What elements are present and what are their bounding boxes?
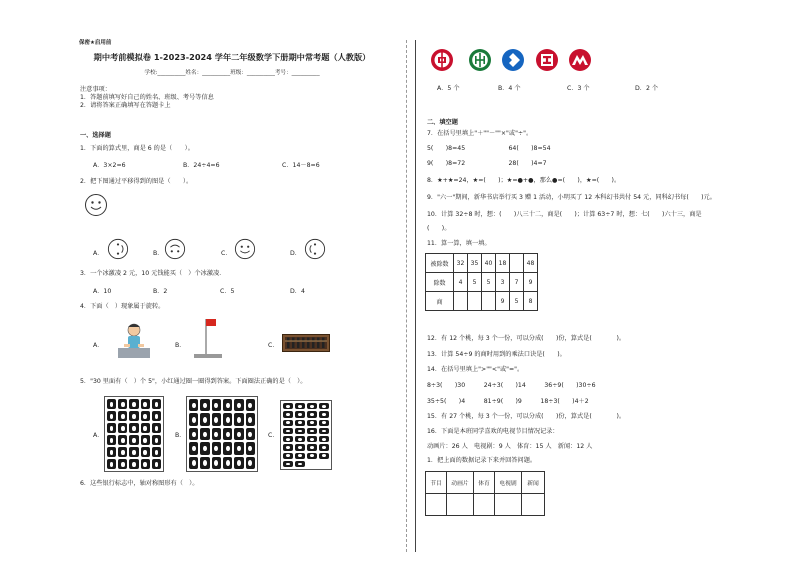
face-option-c bbox=[234, 238, 256, 260]
q11-text: 11．算一算，填一填。 bbox=[427, 240, 491, 247]
table-cell: 5 bbox=[482, 273, 496, 292]
q7-line-2: 9( )8=72 28( )4=7 bbox=[427, 160, 547, 167]
table-cell: 除数 bbox=[426, 273, 454, 292]
table-cell: 4 bbox=[454, 273, 468, 292]
table-cell: 40 bbox=[482, 254, 496, 273]
q1-text: 1．下面的算式里，商是 6 的是（ ）。 bbox=[80, 145, 194, 152]
q2-label-a: A． bbox=[93, 250, 104, 257]
table-cell: 商 bbox=[426, 292, 454, 311]
note-1: 1．答题前填写好自己的姓名、班级、考号等信息 bbox=[80, 94, 214, 101]
secret-label: 保密★启用前 bbox=[79, 40, 112, 46]
q3-text: 3．一个冰激凌 2 元，10 元钱能买（ ）个冰激凌． bbox=[80, 270, 226, 277]
student-info: 学校:__________姓名：__________班级：__________考号：__________ bbox=[144, 70, 320, 76]
q5-label-b: B． bbox=[175, 432, 186, 439]
q5-label-a: A． bbox=[93, 432, 104, 439]
icbc-logo-icon bbox=[535, 48, 559, 72]
table-cell: 被除数 bbox=[426, 254, 454, 273]
page-title: 期中考前模拟卷 1-2023-2024 学年二年级数学下册期中常考题（人教版） bbox=[93, 52, 371, 62]
q16-text: 16．下面是本班同学喜欢的电视节目情况记录： bbox=[427, 428, 559, 435]
q13-text: 13．计算 54÷9 的商时用到的乘法口诀是( )。 bbox=[427, 351, 566, 358]
bank-of-china-logo-icon bbox=[430, 48, 454, 72]
q10-text: 10．计算 32÷8 时，想：( )八三十二，商是( )；计算 63÷7 时，想：七( )六十三，商是 bbox=[427, 211, 702, 218]
q1-option-b: B．24÷4=6 bbox=[183, 162, 220, 169]
table-cell bbox=[454, 292, 468, 311]
division-table bbox=[425, 253, 538, 311]
q10-continued: ( )。 bbox=[427, 225, 451, 232]
table-cell bbox=[447, 494, 474, 516]
q6-option-b: B．4 个 bbox=[498, 85, 521, 92]
table-cell: 32 bbox=[454, 254, 468, 273]
table-cell bbox=[495, 494, 522, 516]
table-header-cell: 体育 bbox=[474, 472, 495, 494]
table-cell: 5 bbox=[510, 292, 524, 311]
tv-program-table bbox=[425, 471, 545, 516]
q5-text: 5．"30 里面有（ ）个 5"，小红通过圈一圈得到答案。下面圈法正确的是（ ）。 bbox=[80, 378, 307, 385]
table-cell bbox=[468, 292, 482, 311]
face-option-b bbox=[164, 238, 186, 260]
table-row-dividend bbox=[426, 254, 538, 273]
page-divider bbox=[415, 40, 416, 552]
q9-text: 9．"六一"期间，新华书店举行买 3 赠 1 活动，小明买了 12 本科幻书共付 54 元，同科幻书每( )元。 bbox=[427, 194, 716, 201]
q16-data: 动画片：26 人 电视剧：9 人 体育：15 人 新闻：12 人 bbox=[427, 443, 593, 450]
table-row-header bbox=[426, 472, 545, 494]
table-row-answer bbox=[426, 494, 545, 516]
penguin-grouping-a bbox=[104, 396, 164, 472]
q3-option-d: D．4 bbox=[290, 288, 305, 295]
table-row-divisor bbox=[426, 273, 538, 292]
q2-label-d: D． bbox=[290, 250, 301, 257]
q1-option-a: A．3×2=6 bbox=[93, 162, 126, 169]
q6-text: 6．这些银行标志中，轴对称图形有（ ）。 bbox=[80, 480, 199, 487]
china-merchants-bank-logo-icon bbox=[568, 48, 592, 72]
table-cell bbox=[482, 292, 496, 311]
q15-text: 15．有 27 个桃，每 3 个一份，可以分成( )份，算式是( )。 bbox=[427, 413, 626, 420]
table-cell: 7 bbox=[510, 273, 524, 292]
q6-option-c: C．3 个 bbox=[567, 85, 590, 92]
table-cell bbox=[474, 494, 495, 516]
penguin-grouping-b bbox=[186, 396, 258, 472]
table-header-cell: 动画片 bbox=[447, 472, 474, 494]
binding-margin bbox=[406, 40, 408, 552]
q4-label-b: B． bbox=[175, 342, 186, 349]
flag-raising-image bbox=[190, 317, 230, 361]
q4-label-c: C． bbox=[268, 342, 279, 349]
notes-heading: 注意事项： bbox=[80, 86, 111, 93]
q14-text: 14．在括号里填上">""<"或"="。 bbox=[427, 366, 524, 373]
table-cell: 35 bbox=[468, 254, 482, 273]
q2-label-c: C． bbox=[221, 250, 232, 257]
q8-text: 8．★+★=24，★=( )；★=●+●，那么●=( )，★=( )。 bbox=[427, 177, 621, 184]
q6-option-a: A．5 个 bbox=[437, 85, 460, 92]
q12-text: 12．有 12 个桃，每 3 个一份，可以分成( )份，算式是( )。 bbox=[427, 335, 626, 342]
table-cell: 5 bbox=[468, 273, 482, 292]
table-cell bbox=[510, 254, 524, 273]
q3-option-b: B．2 bbox=[153, 288, 168, 295]
q3-option-c: C．5 bbox=[220, 288, 235, 295]
q4-label-a: A． bbox=[93, 342, 104, 349]
q7-text: 7．在括号里填上"＋""－""×"或"÷"。 bbox=[427, 130, 533, 137]
table-cell bbox=[522, 494, 545, 516]
note-2: 2．请将答案正确填写在答题卡上 bbox=[80, 102, 171, 109]
table-cell: 9 bbox=[524, 273, 538, 292]
table-cell: 18 bbox=[496, 254, 510, 273]
section2-title: 二、填空题 bbox=[427, 119, 458, 126]
smiley-face bbox=[84, 193, 108, 217]
construction-bank-logo-icon bbox=[501, 48, 525, 72]
child-washing-hands-image bbox=[114, 320, 154, 360]
q3-option-a: A．10 bbox=[93, 288, 112, 295]
q4-text: 4．下面（ ）现象属于旋转。 bbox=[80, 303, 165, 310]
table-cell: 8 bbox=[524, 292, 538, 311]
penguin-grouping-c bbox=[280, 400, 332, 470]
table-cell bbox=[426, 494, 447, 516]
q7-line-1: 5( )8=45 64( )8=54 bbox=[427, 145, 551, 152]
q14-line-1: 8÷3( )30 24÷3( )14 36÷9( )30÷6 bbox=[427, 382, 596, 389]
table-cell: 48 bbox=[524, 254, 538, 273]
table-header-cell: 电视剧 bbox=[495, 472, 522, 494]
q2-text: 2．把下图通过平移得到的图是（ ）。 bbox=[80, 178, 193, 185]
section1-title: 一、选择题 bbox=[80, 132, 111, 139]
q16-task: 1．把上面的数据记录下来并回答问题。 bbox=[427, 457, 537, 464]
q1-option-c: C．14－8=6 bbox=[282, 162, 320, 169]
q6-option-d: D．2 个 bbox=[635, 85, 659, 92]
q5-label-c: C． bbox=[268, 432, 279, 439]
table-cell: 3 bbox=[496, 273, 510, 292]
table-row-quotient bbox=[426, 292, 538, 311]
q2-label-b: B． bbox=[153, 250, 164, 257]
abacus-image bbox=[282, 334, 330, 352]
table-cell: 9 bbox=[496, 292, 510, 311]
face-option-a bbox=[107, 238, 129, 260]
face-option-d bbox=[304, 238, 326, 260]
q14-line-2: 35÷5( )4 81÷9( )9 18÷3( )4＋2 bbox=[427, 398, 589, 405]
table-header-cell: 节目 bbox=[426, 472, 447, 494]
table-header-cell: 新闻 bbox=[522, 472, 545, 494]
agricultural-bank-logo-icon bbox=[468, 48, 492, 72]
